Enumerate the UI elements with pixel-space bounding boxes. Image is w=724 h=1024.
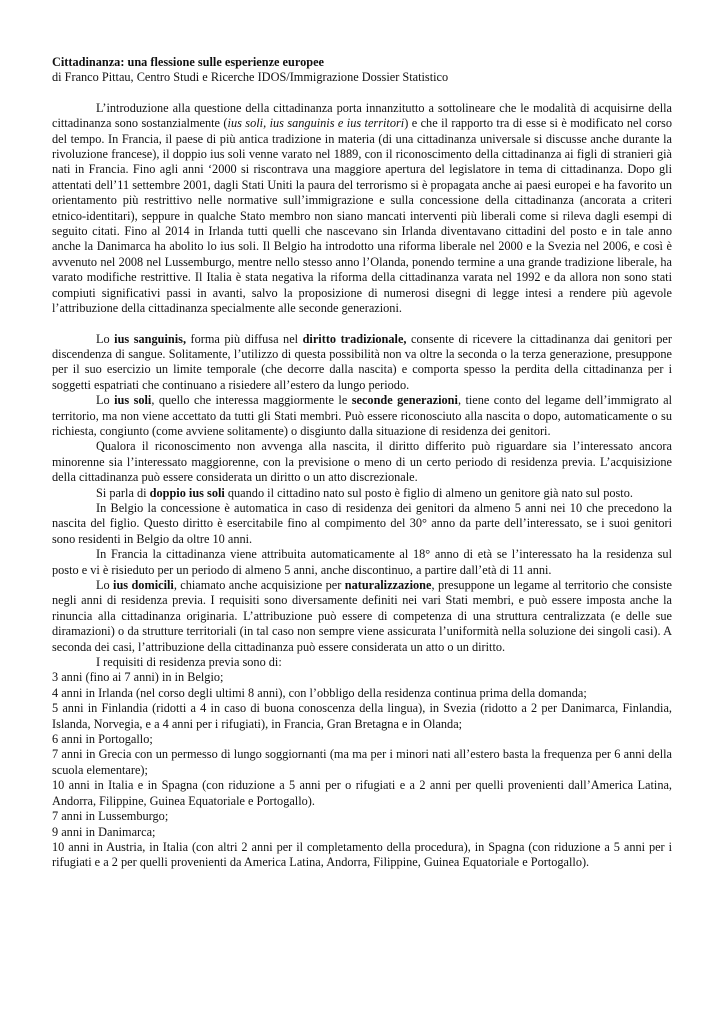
paragraph-gap bbox=[52, 317, 672, 332]
soli-term-2: seconde generazioni bbox=[351, 393, 458, 408]
sanguinis-text-a: Lo bbox=[96, 331, 115, 346]
intro-text-1: L’introduzione alla questione della cittadinanza porta innanzitutto a sottolineare che le modalità di acquisirne della cittadinanza sono sostanzialmente ( bbox=[52, 100, 672, 131]
list-item: 6 anni in Portogallo; bbox=[52, 732, 153, 747]
sanguinis-term-2: diritto tradizionale, bbox=[302, 331, 407, 346]
domicili-term-2: naturalizzazione bbox=[344, 578, 432, 592]
soli-text-c: , quello che interessa maggiormente le bbox=[151, 393, 352, 408]
list-item: 4 anni in Irlanda (nel corso degli ultimi 8 anni), con l’obbligo della residenza continua prima della domanda; bbox=[52, 685, 587, 700]
intro-paragraph bbox=[52, 101, 672, 317]
domicili-paragraph bbox=[52, 578, 672, 655]
doppio-text-a: Si parla di bbox=[96, 485, 150, 500]
requisiti-intro: I requisiti di residenza previa sono di: bbox=[96, 655, 282, 670]
soli-paragraph bbox=[52, 393, 672, 439]
soli-text-a: Lo bbox=[96, 393, 115, 408]
list-item: 10 anni in Italia e in Spagna (con riduzione a 5 anni per o rifugiati e a 2 anni per quelli provenienti dall’America Latina, Andorra, Filippine, Guinea Equatoriale e Portogallo). bbox=[52, 778, 672, 808]
doppio-term: doppio ius soli bbox=[149, 485, 225, 500]
domicili-text-c: , chiamato anche acquisizione per bbox=[173, 578, 345, 592]
sanguinis-term: ius sanguinis, bbox=[114, 331, 187, 346]
soli-text-d: , tiene conto del legame dell’immigrato al territorio, ma non viene accettato da tutti gli Stati membri. Può essere riconosciuto alla nascita o dopo, automaticamente o su richiesta, congiunto (come avviene solitamente) o disgiunto dalla situazione di residenza dei genitori. bbox=[52, 393, 672, 438]
document-author: di Franco Pittau, Centro Studi e Ricerche IDOS/Immigrazione Dossier Statistico bbox=[52, 70, 449, 85]
sanguinis-text-d: consente di ricevere la cittadinanza dai genitori per discendenza di sangue. Solitamente, l’utilizzo di questa possibilità non va oltre la seconda o la terza generazione, presuppone per il suo esercizio un limite temporale (che decorre dalla nascita) e comporta spesso la perdita della cittadinanza per i soggetti espatriati che continuano a risiedere all’estero da lungo periodo. bbox=[52, 331, 672, 392]
list-item: 10 anni in Austria, in Italia (con altri 2 anni per il completamento della procedura), in Spagna (con riduzione a 5 anni per i rifugiati e a 2 per quelli provenienti da America Latina, Andorra, Filippine, Guinea Equatoriale e Portogallo). bbox=[52, 839, 672, 870]
doppio-text-c: quando il cittadino nato sul posto è figlio di almeno un genitore già nato sul posto. bbox=[224, 485, 633, 500]
list-item: 3 anni (fino ai 7 anni) in in Belgio; bbox=[52, 670, 224, 685]
list-item: 7 anni in Grecia con un permesso di lungo soggiornanti (ma ma per i minori nati all’estero basta la frequenza per 6 anni della scuola elementare); bbox=[52, 747, 672, 777]
domicili-term: ius domicili bbox=[113, 578, 174, 592]
list-item: 7 anni in Lussemburgo; bbox=[52, 809, 169, 824]
intro-italic-terms: ius soli, ius sanguinis e ius territori bbox=[227, 116, 405, 131]
francia-paragraph: In Francia la cittadinanza viene attribuita automaticamente al 18° anno di età se l’interessato ha la residenza sul posto e vi è risieduto per un periodo di almeno 5 anni, anche discontinuo, a partire dall’età di 11 anni. bbox=[52, 547, 672, 577]
domicili-text-a: Lo bbox=[96, 578, 114, 592]
domicili-text-d: , presuppone un legame al territorio che consiste negli anni di residenza previa. I requisiti sono diversamente definiti nei vari Stati membri, e può essere imposta anche la rinuncia alla cittadinanza originaria. L’attribuzione può essere di competenza di una struttura centralizzata (e delle sue diramazioni) o da strutture territoriali (in tal caso non sempre viene assicurata l’uniformità nella soluzione dei singoli casi). A seconda dei casi, l’attribuzione della cittadinanza può essere considerata un atto o un diritto. bbox=[52, 578, 672, 654]
list-item: 5 anni in Finlandia (ridotti a 4 in caso di buona conoscenza della lingua), in Svezia (ridotto a 2 per Danimarca, Finlandia, Islanda, Norvegia, e a 4 anni per i rifugiati), in Francia, Gran Bretagna e in Olanda; bbox=[52, 701, 672, 731]
sanguinis-text-c: forma più diffusa nel bbox=[186, 331, 303, 346]
list-item: 9 anni in Danimarca; bbox=[52, 824, 156, 839]
qualora-paragraph: Qualora il riconoscimento non avvenga alla nascita, il diritto differito può riguardare sia l’interessato ancora minorenne sia l’interessato maggiorenne, con la previsione o meno di un certo periodo di residenza previa. L’acquisizione della cittadinanza può essere considerata un diritto o un atto discrezionale. bbox=[52, 439, 672, 485]
soli-term: ius soli bbox=[114, 393, 152, 408]
intro-text-2: ) e che il rapporto tra di esse si è modificato nel corso del tempo. In Francia, il paese di più antica tradizione in materia (di una cittadinanza universale si discusse anche durante la rivoluzione francese), il doppio ius soli venne varato nel 1889, con il riconoscimento della cittadinanza ai figli di stranieri già nati in Francia. Fino agli anni ‘2000 si riscontrava una maggiore apertura del legislatore in tema di cittadinanza. Dopo gli attentati dell’11 settembre 2001, dagli Stati Uniti la paura del terrorismo si è propagata anche ai paesi europei e ha favorito un orientamento più restrittivo nelle normative sull’immigrazione e sulla concessione della cittadinanza (ancorata a criteri etnico-identitari), seppure in qualche Stato membro non siano mancati interventi più liberali come si rileva dagli esempi di seguito citati. Fino al 2014 in Irlanda tutti quelli che nascevano sin Irlanda diventavano cittadini del posto e in tale anno anche la Danimarca ha abolito lo ius soli. Il Belgio ha introdotto una riforma liberale nel 2000 e la Svezia nel 2006, e così è avvenuto nel 2008 nel Lussemburgo, mentre nello stesso anno l’Olanda, ponendo termine a una grande tradizione liberale, ha varato modifiche restrittive. Il Italia è stata negativa la riforma della cittadinanza varata nel 1992 e da allora non sono stati compiuti significativi passi in avanti, salvo la proposizione di numerosi disegni di legge intesi a rendere più agevole l’attribuzione della cittadinanza specialmente alle seconde generazioni. bbox=[52, 116, 672, 316]
document-title: Cittadinanza: una flessione sulle esperienze europee bbox=[52, 55, 324, 69]
belgio-paragraph: In Belgio la concessione è automatica in caso di residenza dei genitori da almeno 5 anni nei 10 che precedono la nascita del figlio. Questo diritto è esercitabile fino al compimento del 30° anno da parte dell’interessato, se i suoi genitori sono residenti in Belgio da oltre 10 anni. bbox=[52, 500, 672, 546]
sanguinis-paragraph bbox=[52, 332, 672, 394]
doppio-paragraph bbox=[52, 486, 672, 501]
